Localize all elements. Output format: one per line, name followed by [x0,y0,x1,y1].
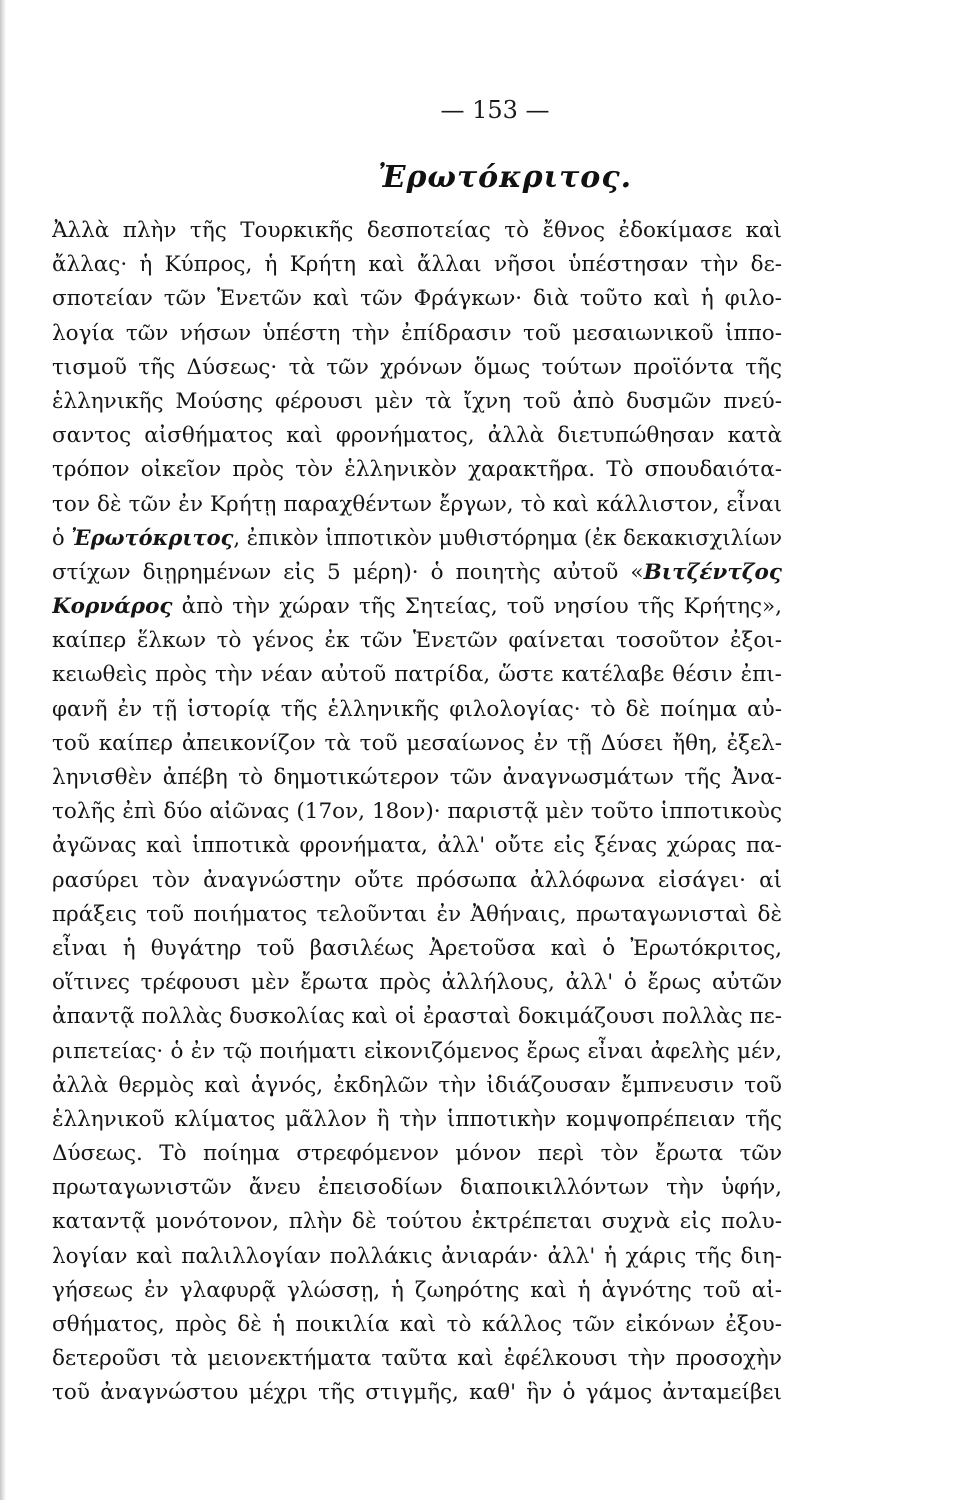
text-line: ἀπαντᾷ πολλὰς δυσκολίας καὶ οἱ ἐρασταὶ δοκιμάζουσι πολλὰς πε- [52,1004,782,1030]
page-edge-shadow [0,0,6,1500]
text-line: εἶναι ἡ θυγάτηρ τοῦ βασιλέως Ἀρετοῦσα καὶ ὁ Ἐρωτόκριτος, [52,935,782,961]
text-line: ρασύρει τὸν ἀναγνώστην οὔτε πρόσωπα ἀλλόφωνα εἰσάγει· αἱ [52,867,782,893]
text-line: σθήματος, πρὸς δὲ ἡ ποικιλία καὶ τὸ κάλλος τῶν εἰκόνων ἐξου- [52,1312,782,1337]
text-line: κειωθεὶς πρὸς τὴν νέαν αὐτοῦ πατρίδα, ὥστε κατέλαβε θέσιν ἐπι- [52,662,782,688]
body-paragraph [52,214,782,1411]
text-line: οἵτινες τρέφουσι μὲν ἔρωτα πρὸς ἀλλήλους, ἀλλ' ὁ ἔρως αὐτῶν [52,970,782,996]
text-line: τοῦ καίπερ ἀπεικονίζον τὰ τοῦ μεσαίωνος ἐν τῇ Δύσει ἤθη, ἐξελ- [52,730,782,756]
text-line: σαντος αἰσθήματος καὶ φρονήματος, ἀλλὰ διετυπώθησαν κατὰ [52,423,782,449]
text-line: τον δὲ τῶν ἐν Κρήτῃ παραχθέντων ἔργων, τὸ καὶ κάλλιστον, εἶναι [52,491,782,517]
author-surname-emphasis: Κορνάρος [52,594,173,620]
text-line: πράξεις τοῦ ποιήματος τελοῦνται ἐν Ἀθήναις, πρωταγωνισταὶ δὲ [52,901,782,927]
text-line: ἑλληνικῆς Μούσης φέρουσι μὲν τὰ ἴχνη τοῦ ἀπὸ δυσμῶν πνεύ- [52,388,782,414]
text-line: γήσεως ἐν γλαφυρᾷ γλώσσῃ, ἡ ζωηρότης καὶ ἡ ἁγνότης τοῦ αἰ- [52,1277,782,1303]
text-line: ριπετείας· ὁ ἐν τῷ ποιήματι εἰκονιζόμενος ἔρως εἶναι ἀφελὴς μέν, [52,1038,782,1064]
text-line: καταντᾷ μονότονον, πλὴν δὲ τούτου ἐκτρέπεται συχνὰ εἰς πολυ- [52,1209,782,1235]
text-line: Κορνάρος ἀπὸ τὴν χώραν τῆς Σητείας, τοῦ νησίου τῆς Κρήτης», [52,594,782,620]
chapter-title: Ἐρωτόκριτος. [377,160,633,195]
text-line: λογία τῶν νήσων ὑπέστη τὴν ἐπίδρασιν τοῦ μεσαιωνικοῦ ἱππο- [52,320,782,346]
work-title-emphasis: Ἐρωτόκριτος [71,525,234,551]
text-line: σποτείαν τῶν Ἑνετῶν καὶ τῶν Φράγκων· διὰ τοῦτο καὶ ἡ φιλο- [52,286,782,312]
page-number: — 153 — [440,96,550,124]
text-line: τρόπον οἰκεῖον πρὸς τὸν ἑλληνικὸν χαρακτῆρα. Τὸ σπουδαιότα- [52,457,782,483]
text-line: Ἀλλὰ πλὴν τῆς Τουρκικῆς δεσποτείας τὸ ἔθνος ἐδοκίμασε καὶ [52,218,782,243]
text-line: φανῆ ἐν τῇ ἱστορίᾳ τῆς ἑλληνικῆς φιλολογίας· τὸ δὲ ποίημα αὐ- [52,696,782,722]
text-line: ληνισθὲν ἀπέβη τὸ δημοτικώτερον τῶν ἀναγνωσμάτων τῆς Ἀνα- [52,765,782,790]
text-line: τισμοῦ τῆς Δύσεως· τὰ τῶν χρόνων ὅμως τούτων προϊόντα τῆς [52,354,782,380]
text-line: τολῆς ἐπὶ δύο αἰῶνας (17ον, 18ον)· παριστᾷ μὲν τοῦτο ἱπποτικοὺς [52,799,782,825]
text-line: ἄλλας· ἡ Κύπρος, ἡ Κρήτη καὶ ἄλλαι νῆσοι ὑπέστησαν τὴν δε- [52,252,782,278]
text-line: πρωταγωνιστῶν ἄνευ ἐπεισοδίων διαποικιλλόντων τὴν ὑφήν, [52,1175,782,1201]
text-line: στίχων διῃρημένων εἰς 5 μέρη)· ὁ ποιητὴς αὐτοῦ «Βιτζέντζος [52,559,782,585]
text-line: λογίαν καὶ παλιλλογίαν πολλάκις ἀνιαράν· ἀλλ' ἡ χάρις τῆς διη- [52,1243,782,1269]
author-name-emphasis: Βιτζέντζος [643,559,782,585]
text-line: τοῦ ἀναγνώστου μέχρι τῆς στιγμῆς, καθ' ἣν ὁ γάμος ἀνταμείβει [52,1380,782,1406]
text-line: ἀγῶνας καὶ ἱπποτικὰ φρονήματα, ἀλλ' οὔτε εἰς ξένας χώρας πα- [52,833,782,859]
text-line: ἑλληνικοῦ κλίματος μᾶλλον ἢ τὴν ἱπποτικὴν κομψοπρέπειαν τῆς [52,1106,782,1132]
text-line: Δύσεως. Τὸ ποίημα στρεφόμενον μόνον περὶ τὸν ἔρωτα τῶν [52,1141,782,1167]
text-line: καίπερ ἕλκων τὸ γένος ἐκ τῶν Ἑνετῶν φαίνεται τοσοῦτον ἐξοι- [52,628,782,654]
text-line: ἀλλὰ θερμὸς καὶ ἁγνός, ἐκδηλῶν τὴν ἰδιάζουσαν ἔμπνευσιν τοῦ [52,1072,782,1098]
text-line: ὁ Ἐρωτόκριτος, ἐπικὸν ἱπποτικὸν μυθιστόρημα (ἐκ δεκακισχιλίων [52,525,782,551]
text-line: δετεροῦσι τὰ μειονεκτήματα ταῦτα καὶ ἐφέλκουσι τὴν προσοχὴν [52,1346,782,1372]
